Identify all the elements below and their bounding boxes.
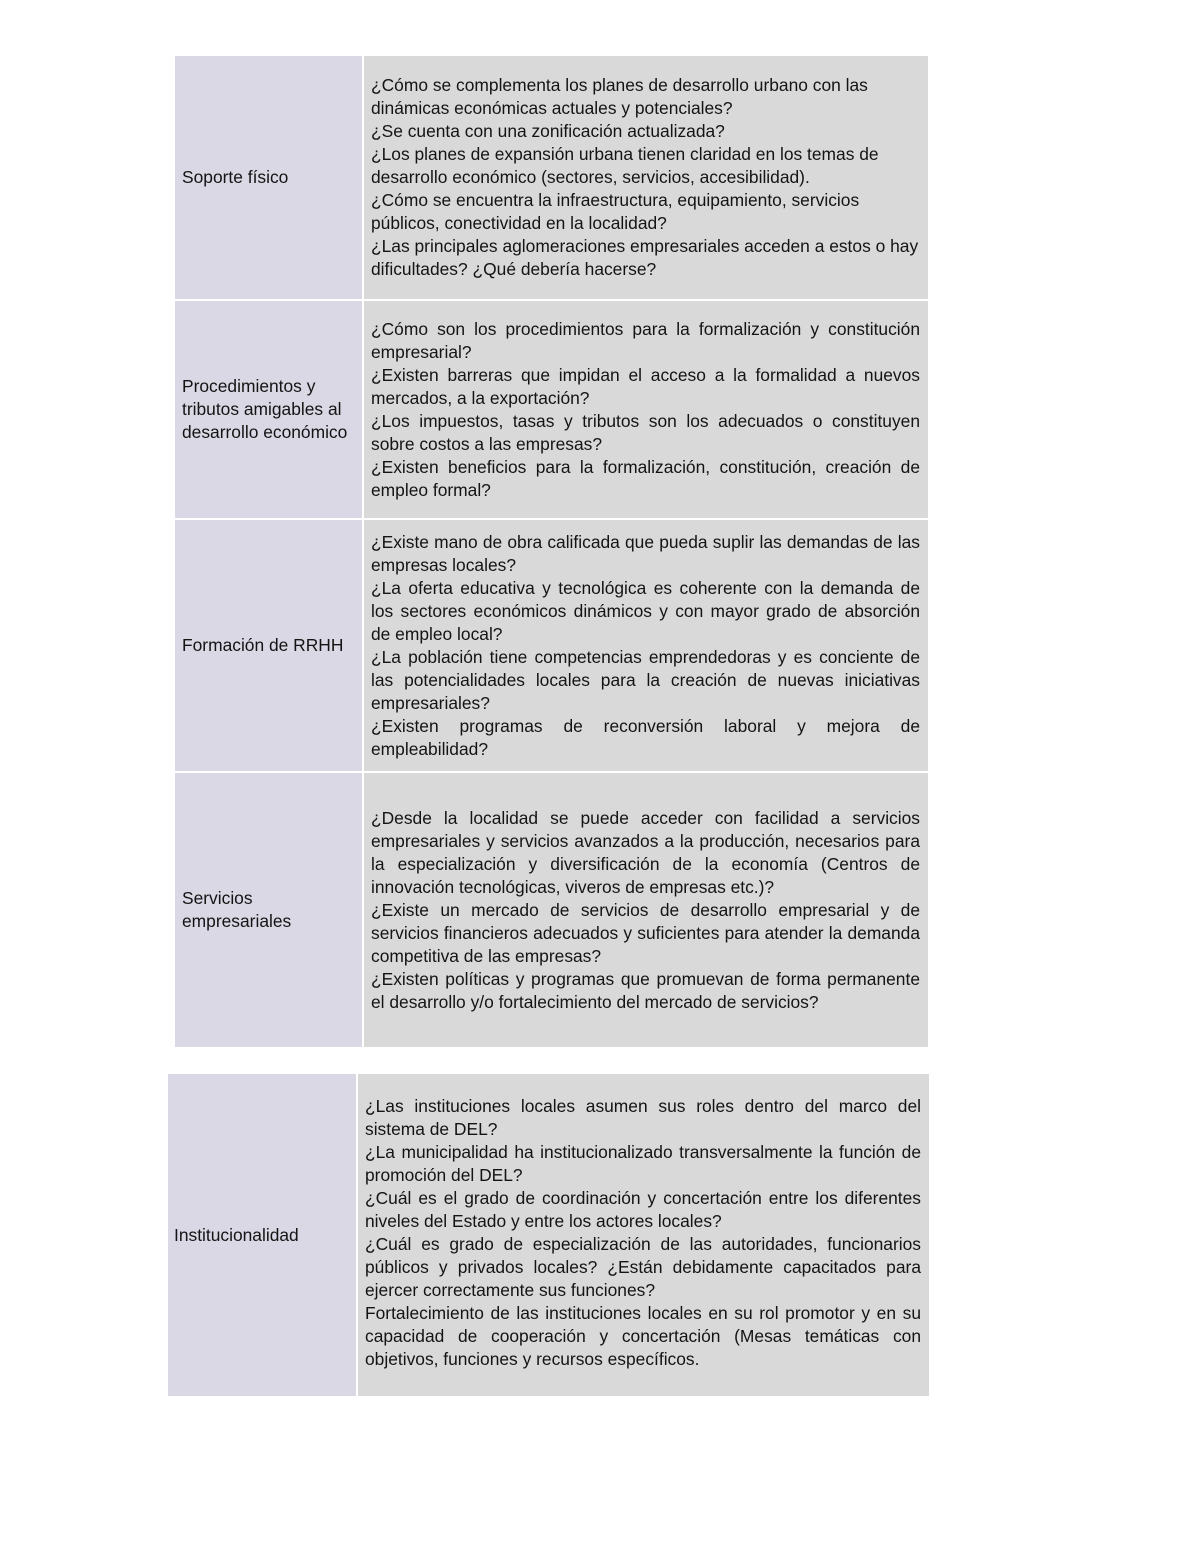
table-row [174, 772, 929, 1048]
dimension-label-cell [174, 772, 363, 1048]
dimension-label: Formación de RRHH [182, 635, 344, 655]
question: ¿Existe un mercado de servicios de desarrollo empresarial y de servicios financieros adecuados y suficientes para atender la demanda competitiva de las empresas? [371, 899, 920, 966]
dimension-label: Institucionalidad [174, 1224, 299, 1245]
institutional-table [166, 1072, 931, 1398]
question: ¿Existen programas de reconversión laboral y mejora de empleabilidad? [371, 715, 920, 759]
question: ¿Se cuenta con una zonificación actualizada? [371, 121, 725, 141]
table-row [174, 519, 929, 772]
question: ¿Las instituciones locales asumen sus roles dentro del marco del sistema de DEL? [365, 1096, 921, 1139]
table-row [174, 300, 929, 519]
question: ¿Las principales aglomeraciones empresariales acceden a estos o hay dificultades? ¿Qué debería hacerse? [371, 236, 919, 279]
dimensions-table [173, 54, 930, 1049]
question: ¿La municipalidad ha institucionalizado transversalmente la función de promoción del DEL? [365, 1142, 921, 1185]
question: ¿Cuál es grado de especialización de las autoridades, funcionarios públicos y privados locales? ¿Están debidamente capacitados para ejercer correctamente sus funciones? [365, 1234, 921, 1300]
question: ¿La oferta educativa y tecnológica es coherente con la demanda de los sectores económicos dinámicos y con mayor grado de absorción de empleo local? [371, 577, 920, 644]
dimension-label: Servicios empresariales [182, 888, 292, 931]
question: Fortalecimiento de las instituciones locales en su rol promotor y en su capacidad de cooperación y concertación (Mesas temáticas con objetivos, funciones y recursos específicos. [365, 1303, 921, 1369]
questions-cell [363, 772, 929, 1048]
dimension-label-cell [167, 1073, 357, 1397]
dimension-label-cell [174, 55, 363, 300]
question: ¿Existe mano de obra calificada que pueda suplir las demandas de las empresas locales? [371, 531, 920, 575]
questions-cell [363, 55, 929, 300]
table-row [167, 1073, 930, 1397]
dimension-label: Soporte físico [182, 167, 289, 187]
question: ¿La población tiene competencias emprendedoras y es conciente de las potencialidades locales para la creación de nuevas iniciativas empresariales? [371, 646, 920, 713]
question: ¿Desde la localidad se puede acceder con facilidad a servicios empresariales y servicios avanzados a la producción, necesarios para la especialización y diversificación de la economía (Centros de innovación tecnológicas, viveros de empresas etc.)? [371, 807, 920, 897]
question: ¿Cómo se complementa los planes de desarrollo urbano con las dinámicas económicas actuales y potenciales? [371, 75, 868, 118]
dimension-label: Procedimientos y tributos amigables al desarrollo económico [182, 376, 348, 442]
question: ¿Los planes de expansión urbana tienen claridad en los temas de desarrollo económico (sectores, servicios, accesibilidad). [371, 144, 879, 187]
table-row [174, 55, 929, 300]
question: ¿Existen beneficios para la formalización, constitución, creación de empleo formal? [371, 456, 920, 500]
question: ¿Cómo se encuentra la infraestructura, equipamiento, servicios públicos, conectividad en la localidad? [371, 190, 860, 233]
dimension-label-cell [174, 519, 363, 772]
question: ¿Existen barreras que impidan el acceso a la formalidad a nuevos mercados, a la exportación? [371, 364, 920, 408]
question: ¿Cuál es el grado de coordinación y concertación entre los diferentes niveles del Estado y entre los actores locales? [365, 1188, 921, 1231]
question: ¿Existen políticas y programas que promuevan de forma permanente el desarrollo y/o fortalecimiento del mercado de servicios? [371, 968, 920, 1012]
dimension-label-cell [174, 300, 363, 519]
questions-cell [363, 519, 929, 772]
question: ¿Cómo son los procedimientos para la formalización y constitución empresarial? [371, 318, 920, 362]
questions-cell [363, 300, 929, 519]
questions-cell [357, 1073, 930, 1397]
question: ¿Los impuestos, tasas y tributos son los adecuados o constituyen sobre costos a las empresas? [371, 410, 920, 454]
